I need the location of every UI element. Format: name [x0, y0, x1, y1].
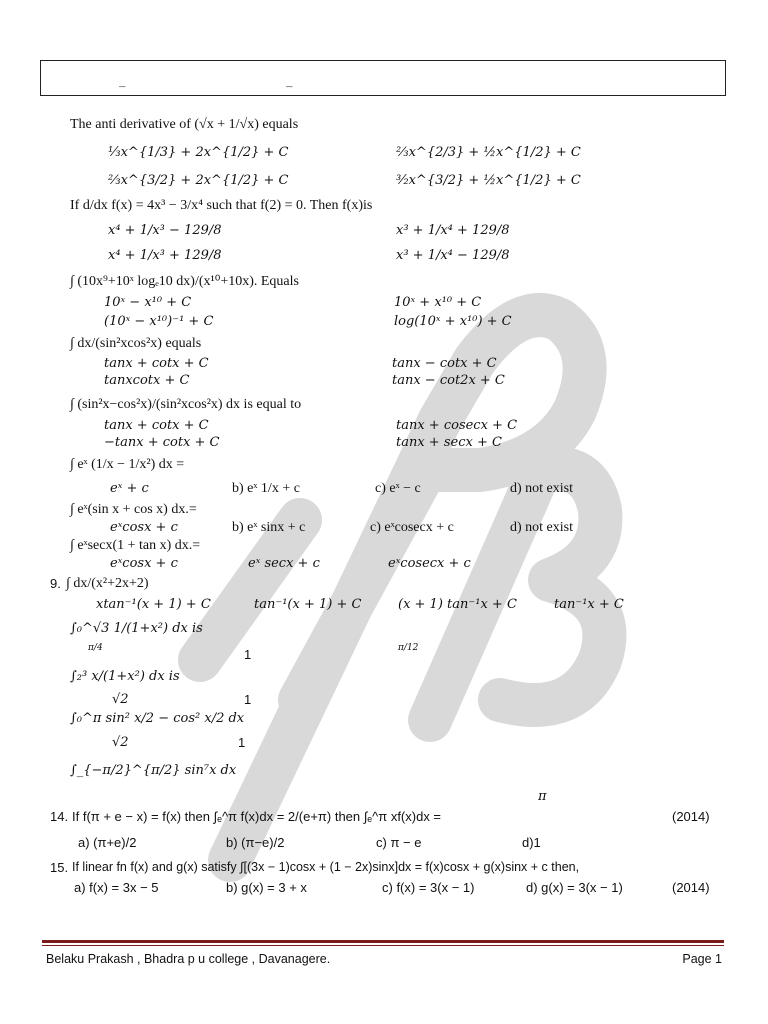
q4-option: tanx + cotx + C — [104, 356, 209, 371]
q2-option: x³ + 1/x⁴ − 129/8 — [396, 248, 510, 263]
q8-option: eˣcosx + c — [110, 556, 178, 571]
q9-option: tan⁻¹x + C — [554, 597, 624, 612]
q1-option: ⅔x^{3/2} + 2x^{1/2} + C — [108, 173, 289, 188]
q14-year: (2014) — [672, 809, 710, 824]
q15-option: c) f(x) = 3(x − 1) — [382, 880, 475, 895]
footer-page-number: Page 1 — [682, 952, 722, 966]
q11-option: √2 — [112, 692, 129, 707]
q8-prompt: ∫ eˣsecx(1 + tan x) dx.= — [70, 538, 201, 553]
q10-option: 1 — [244, 647, 252, 662]
q15-option: d) g(x) = 3(x − 1) — [526, 880, 623, 895]
q2-option: x⁴ + 1/x³ − 129/8 — [108, 223, 222, 238]
q4-prompt: ∫ dx/(sin²xcos²x) equals — [70, 336, 202, 351]
q14-number: 14. — [50, 809, 69, 824]
q13-prompt: ∫_{−π/2}^{π/2} sin⁷x dx — [70, 763, 237, 778]
q12-option: 1 — [238, 735, 246, 750]
q6-option: b) eˣ 1/x + c — [232, 481, 300, 496]
q14-option: a) (π+e)/2 — [78, 835, 137, 850]
footer-rule-thin — [42, 945, 724, 946]
q3-option: (10ˣ − x¹⁰)⁻¹ + C — [104, 314, 214, 329]
q6-prompt: ∫ eˣ (1/x − 1/x²) dx = — [70, 457, 185, 472]
q15-option: b) g(x) = 3 + x — [226, 880, 307, 895]
q12-prompt: ∫₀^π sin² x/2 − cos² x/2 dx — [70, 711, 245, 726]
q9-option: xtan⁻¹(x + 1) + C — [96, 597, 211, 612]
q3-option: log(10ˣ + x¹⁰) + C — [394, 314, 512, 329]
q7-option: c) eˣcosecx + c — [370, 520, 454, 535]
q7-option: b) eˣ sinx + c — [232, 520, 306, 535]
q14-prompt: If f(π + e − x) = f(x) then ∫ₑ^π f(x)dx = 2/(e+π) then ∫ₑ^π xf(x)dx = — [72, 809, 442, 824]
q5-option: tanx + cosecx + C — [396, 418, 518, 433]
q9-option: (x + 1) tan⁻¹x + C — [398, 597, 517, 612]
q11-option: 1 — [244, 692, 252, 707]
q15-number: 15. — [50, 860, 69, 875]
q3-prompt: ∫ (10x⁹+10ˣ logₑ10 dx)/(x¹⁰+10x). Equals — [70, 274, 299, 289]
q6-option: d) not exist — [510, 481, 573, 496]
q14-option: c) π − e — [376, 835, 422, 850]
q4-option: tanx − cotx + C — [392, 356, 497, 371]
q7-option: d) not exist — [510, 520, 573, 535]
q5-option: tanx + cotx + C — [104, 418, 209, 433]
footer-author: Belaku Prakash , Bhadra p u college , Davanagere. — [46, 952, 331, 966]
q11-prompt: ∫₂³ x/(1+x²) dx is — [70, 669, 180, 684]
q9-option: tan⁻¹(x + 1) + C — [254, 597, 362, 612]
header-dash-left: _ — [119, 73, 126, 88]
q2-option: x³ + 1/x⁴ + 129/8 — [396, 223, 510, 238]
q3-option: 10ˣ − x¹⁰ + C — [104, 295, 192, 310]
q10-option: π/12 — [398, 643, 419, 653]
q13-option: π — [538, 789, 547, 804]
q9-number: 9. — [50, 576, 61, 591]
q4-option: tanx − cot2x + C — [392, 373, 505, 388]
q1-option: ⅓x^{1/3} + 2x^{1/2} + C — [108, 145, 289, 160]
q14-option: d)1 — [522, 835, 541, 850]
header-dash-right: _ — [286, 73, 293, 88]
q4-option: tanxcotx + C — [104, 373, 190, 388]
q1-option: ⅔x^{2/3} + ½x^{1/2} + C — [396, 145, 581, 160]
q1-prompt: The anti derivative of (√x + 1/√x) equals — [70, 117, 299, 132]
q6-option: c) eˣ − c — [375, 481, 421, 496]
q12-option: √2 — [112, 735, 129, 750]
q10-prompt: ∫₀^√3 1/(1+x²) dx is — [70, 621, 203, 636]
q2-option: x⁴ + 1/x³ + 129/8 — [108, 248, 222, 263]
q14-option: b) (π−e)/2 — [226, 835, 285, 850]
q8-option: eˣ secx + c — [248, 556, 320, 571]
q5-option: −tanx + cotx + C — [104, 435, 220, 450]
q2-prompt: If d/dx f(x) = 4x³ − 3/x⁴ such that f(2) = 0. Then f(x)is — [70, 198, 373, 213]
q6-option: eˣ + c — [110, 481, 149, 496]
q5-prompt: ∫ (sin²x−cos²x)/(sin²xcos²x) dx is equal to — [70, 397, 302, 412]
header-box — [40, 60, 726, 96]
q9-prompt: ∫ dx/(x²+2x+2) — [66, 576, 149, 591]
q7-option: eˣcosx + c — [110, 520, 178, 535]
q15-prompt: If linear fn f(x) and g(x) satisfy ∫[(3x − 1)cosx + (1 − 2x)sinx]dx = f(x)cosx + g(x)sinx + c then, — [72, 860, 580, 874]
footer-rule-thick — [42, 940, 724, 943]
q3-option: 10ˣ + x¹⁰ + C — [394, 295, 482, 310]
q15-option: a) f(x) = 3x − 5 — [74, 880, 159, 895]
q5-option: tanx + secx + C — [396, 435, 502, 450]
q15-year: (2014) — [672, 880, 710, 895]
q1-option: ³⁄₂x^{3/2} + ½x^{1/2} + C — [396, 173, 581, 188]
q7-prompt: ∫ eˣ(sin x + cos x) dx.= — [70, 502, 197, 517]
q10-option: π/4 — [88, 643, 103, 653]
q8-option: eˣcosecx + c — [388, 556, 471, 571]
